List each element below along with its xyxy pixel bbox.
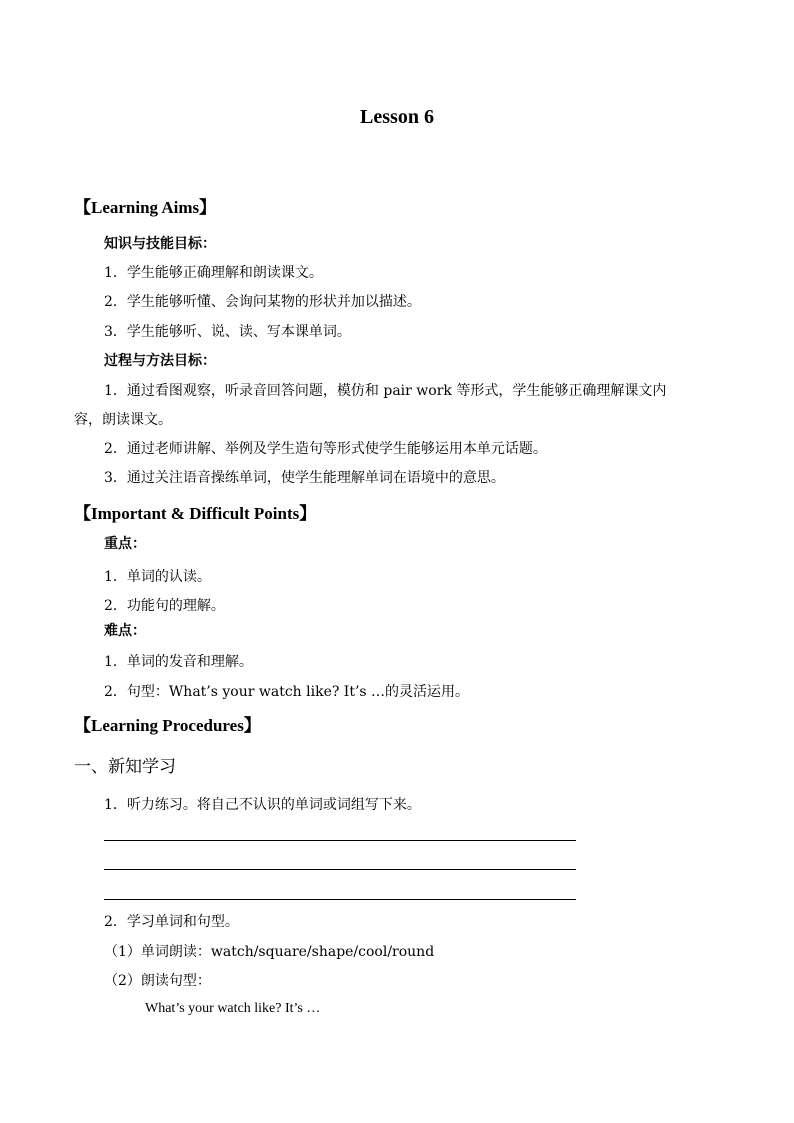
learning-aims-heading: 【Learning Aims】: [74, 198, 217, 217]
answer-line: [104, 899, 576, 900]
process-methods-label: 过程与方法目标：: [104, 353, 216, 369]
key-point-2: 2．功能句的理解。: [104, 598, 225, 614]
sentence-pattern: What’s your watch like? It’s …: [145, 1001, 321, 1016]
knowledge-item-1: 1．学生能够正确理解和朗读课文。: [104, 265, 323, 281]
procedure-item-1: 1．听力练习。将自己不认识的单词或词组写下来。: [104, 797, 421, 813]
answer-line: [104, 840, 576, 841]
knowledge-item-3: 3．学生能够听、说、读、写本课单词。: [104, 324, 351, 340]
answer-line: [104, 869, 576, 870]
key-point-1: 1．单词的认读。: [104, 569, 211, 585]
difficult-point-1: 1．单词的发音和理解。: [104, 654, 253, 670]
process-item-3: 3．通过关注语音操练单词，使学生能理解单词在语境中的意思。: [104, 470, 505, 486]
difficult-points-label: 难点：: [104, 623, 146, 639]
knowledge-skills-label: 知识与技能目标：: [104, 236, 216, 252]
process-item-2: 2．通过老师讲解、举例及学生造句等形式使学生能够运用本单元话题。: [104, 441, 547, 457]
procedure-item-2-1: （1）单词朗读：watch/square/shape/cool/round: [104, 944, 435, 960]
process-item-1: 1．通过看图观察，听录音回答问题，模仿和 pair work 等形式，学生能够正确理解课文内: [104, 383, 667, 399]
learning-procedures-heading: 【Learning Procedures】: [74, 716, 261, 735]
key-points-label: 重点：: [104, 536, 146, 552]
page-title: Lesson 6: [360, 106, 434, 128]
difficult-point-2: 2．句型：What’s your watch like? It’s …的灵活运用。: [104, 684, 470, 700]
section-new-knowledge: 一、新知学习: [74, 757, 176, 777]
important-difficult-heading: 【Important & Difficult Points】: [74, 504, 317, 523]
procedure-item-2-2: （2）朗读句型：: [104, 973, 211, 989]
procedure-item-2: 2．学习单词和句型。: [104, 914, 239, 930]
process-item-1-continued: 容，朗读课文。: [74, 412, 172, 428]
knowledge-item-2: 2．学生能够听懂、会询问某物的形状并加以描述。: [104, 294, 421, 310]
